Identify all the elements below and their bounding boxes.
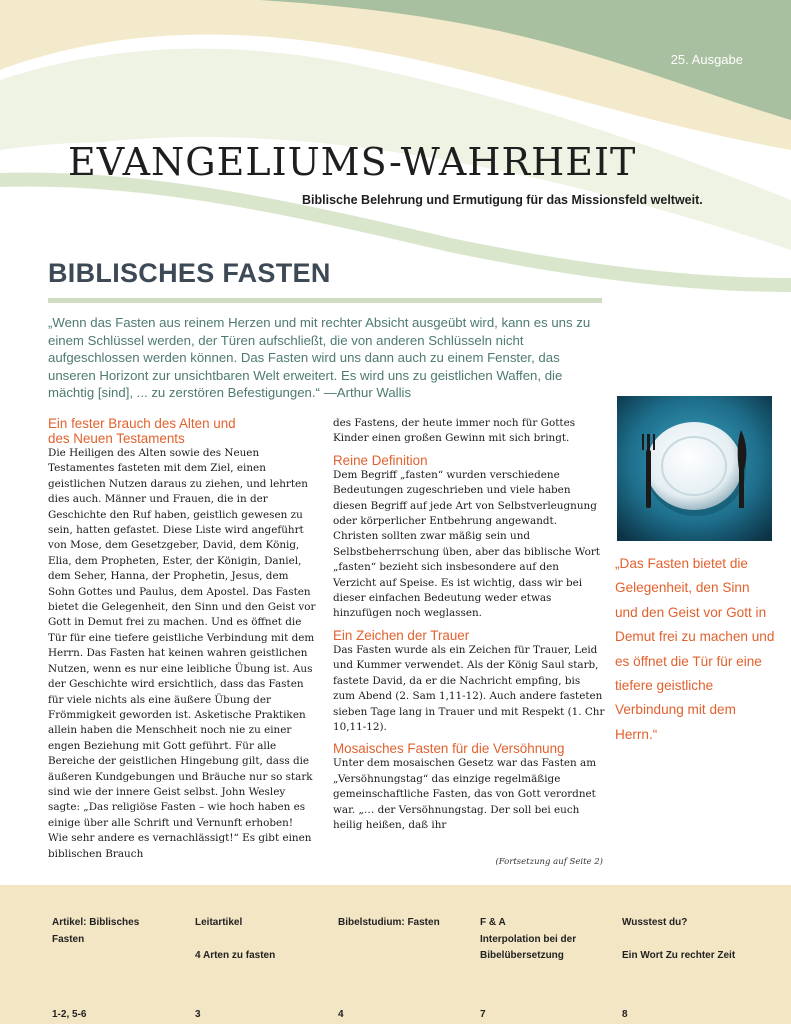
section-heading: Ein Zeichen der Trauer bbox=[333, 627, 470, 643]
section-heading: Reine Definition bbox=[333, 452, 428, 468]
toc-item[interactable]: Artikel: Biblisches Fasten 1-2, 5-6 bbox=[52, 917, 140, 1020]
toc-item[interactable]: Bibelstudium: Fasten 4 bbox=[338, 917, 440, 1020]
pull-quote: „Das Fasten bietet die Gelegenheit, den Sinn und den Geist vor Gott in Demut frei zu machen und es öffnet die Tür für eine tiefere geistliche Verbindung mit dem Herrn.“ bbox=[615, 556, 775, 742]
table-of-contents bbox=[0, 885, 791, 1024]
section-body: Die Heiligen des Alten sowie des Neuen Testamentes fasteten mit dem Ziel, einen geistlichen Nutzen daraus zu ziehen, und lehrten dies auch. Männer und Frauen, die in der Geschichte den Ruf haben, geistlich gewesen zu sein, hatten gefastet. Diese Liste wird angeführt von Mose, dem Gesetzgeber, David, dem König, Elia, dem Propheten, Ester, der Königin, Daniel, dem Seher, Hanna, der Prophetin, Jesus, dem Sohn Gottes und Paulus, dem Apostel. Das Fasten bietet die Gelegenheit, den Sinn und den Geist vor Gott in Demut frei zu machen. Und es öffnet die Tür für eine tiefere geistliche Verbindung mit dem Herrn. Das Fasten hat keinen wahren geistlichen Nutzen, wenn es nur eine leibliche Übung ist. Aus der Geschichte wird ersichtlich, dass das Fasten für viele nichts als eine äußere Übung der Frömmigkeit geworden ist. Asketische Praktiken allein haben die Menschheit noch nie zu einer engen Beziehung mit Gott geführt. Für alle Bereiche der geistlichen Hingebung gilt, dass die äußeren Kundgebungen und Bräuche nur so stark sind wie der innere Geist selbst. John Wesley sagte: „Das religiöse Fasten – wie hoch haben es einige über alle Schrift und Vernunft erhoben! Wie sehr andere es vernachlässigt!“ Es gibt einen biblischen Brauch bbox=[48, 447, 316, 860]
section-body: Dem Begriff „fasten“ wurden verschiedene Bedeutungen zugeschrieben und viele haben diesen Begriff auf jede Art von Selbstverleugnung oder körperlicher Entbehrung angewandt. Christen sollten zwar mäßig sein und Selbstbeherrschung üben, aber das biblische Wort „fasten“ bezieht sich insbesondere auf den Verzicht auf Speise. Es ist wichtig, dass wir bei dieser einfachen Bedeutung weder etwas hinzufügen noch weglassen. bbox=[333, 468, 600, 620]
masthead-subtitle: Biblische Belehrung und Ermutigung für das Missionsfeld weltweit. bbox=[302, 193, 703, 207]
issue-number: 25. Ausgabe bbox=[670, 52, 743, 67]
article-title: BIBLISCHES FASTEN bbox=[48, 258, 331, 288]
plate-cutlery-icon bbox=[617, 396, 772, 541]
toc-item[interactable]: Wusstest du? Ein Wort Zu rechter Zeit 8 bbox=[622, 917, 736, 1020]
section-heading: Ein fester Brauch des Alten und des Neuen Testaments bbox=[48, 416, 236, 446]
lead-quote: „Wenn das Fasten aus reinem Herzen und mit rechter Absicht ausgeübt wird, kann es uns zu einem Schlüssel werden, der Türen aufschließt, die von anderen Schlüsseln nicht aufgeschlossen werden können. Das Fasten wird uns dann auch zu einem Fenster, das unseren Horizont zur unsichtbaren Welt erweitert. Es wird uns zu geistlichen Waffen, die mächtig [sind], ... zu zerstören Befestigungen.“ —Arthur Wallis bbox=[48, 315, 591, 400]
article-column-1 bbox=[48, 416, 316, 862]
masthead-title: EVANGELIUMS-WAHRHEIT bbox=[68, 140, 637, 184]
section-body-continued: des Fastens, der heute immer noch für Gottes Kinder einen großen Gewinn mit sich bringt. bbox=[333, 417, 576, 445]
article-column-2 bbox=[333, 416, 605, 833]
continued-note: (Fortsetzung auf Seite 2) bbox=[495, 857, 603, 867]
section-body: Unter dem mosaischen Gesetz war das Fasten am „Versöhnungstag“ das einzige regelmäßige gemeinschaftliche Fasten, das von Gott verordnet war. „… der Versöhnungstag. Der soll bei euch heilig heißen, daß ihr bbox=[333, 757, 597, 831]
toc-item[interactable]: F & A Interpolation bei der Bibelübersetzung 7 bbox=[480, 917, 577, 1020]
section-heading: Mosaisches Fasten für die Versöhnung bbox=[333, 741, 565, 757]
section-body: Das Fasten wurde als ein Zeichen für Trauer, Leid und Kummer verwendet. Als der König Saul starb, fastete David, da er die Nachricht empfing, bis zum Abend (2. Sam 1,11-12). Auch andere fasteten sieben Tage lang in Trauer und mit Respekt (1. Chr 10,11-12). bbox=[333, 643, 605, 733]
title-divider bbox=[48, 298, 602, 303]
toc-item[interactable]: Leitartikel 4 Arten zu fasten 3 bbox=[195, 917, 276, 1020]
